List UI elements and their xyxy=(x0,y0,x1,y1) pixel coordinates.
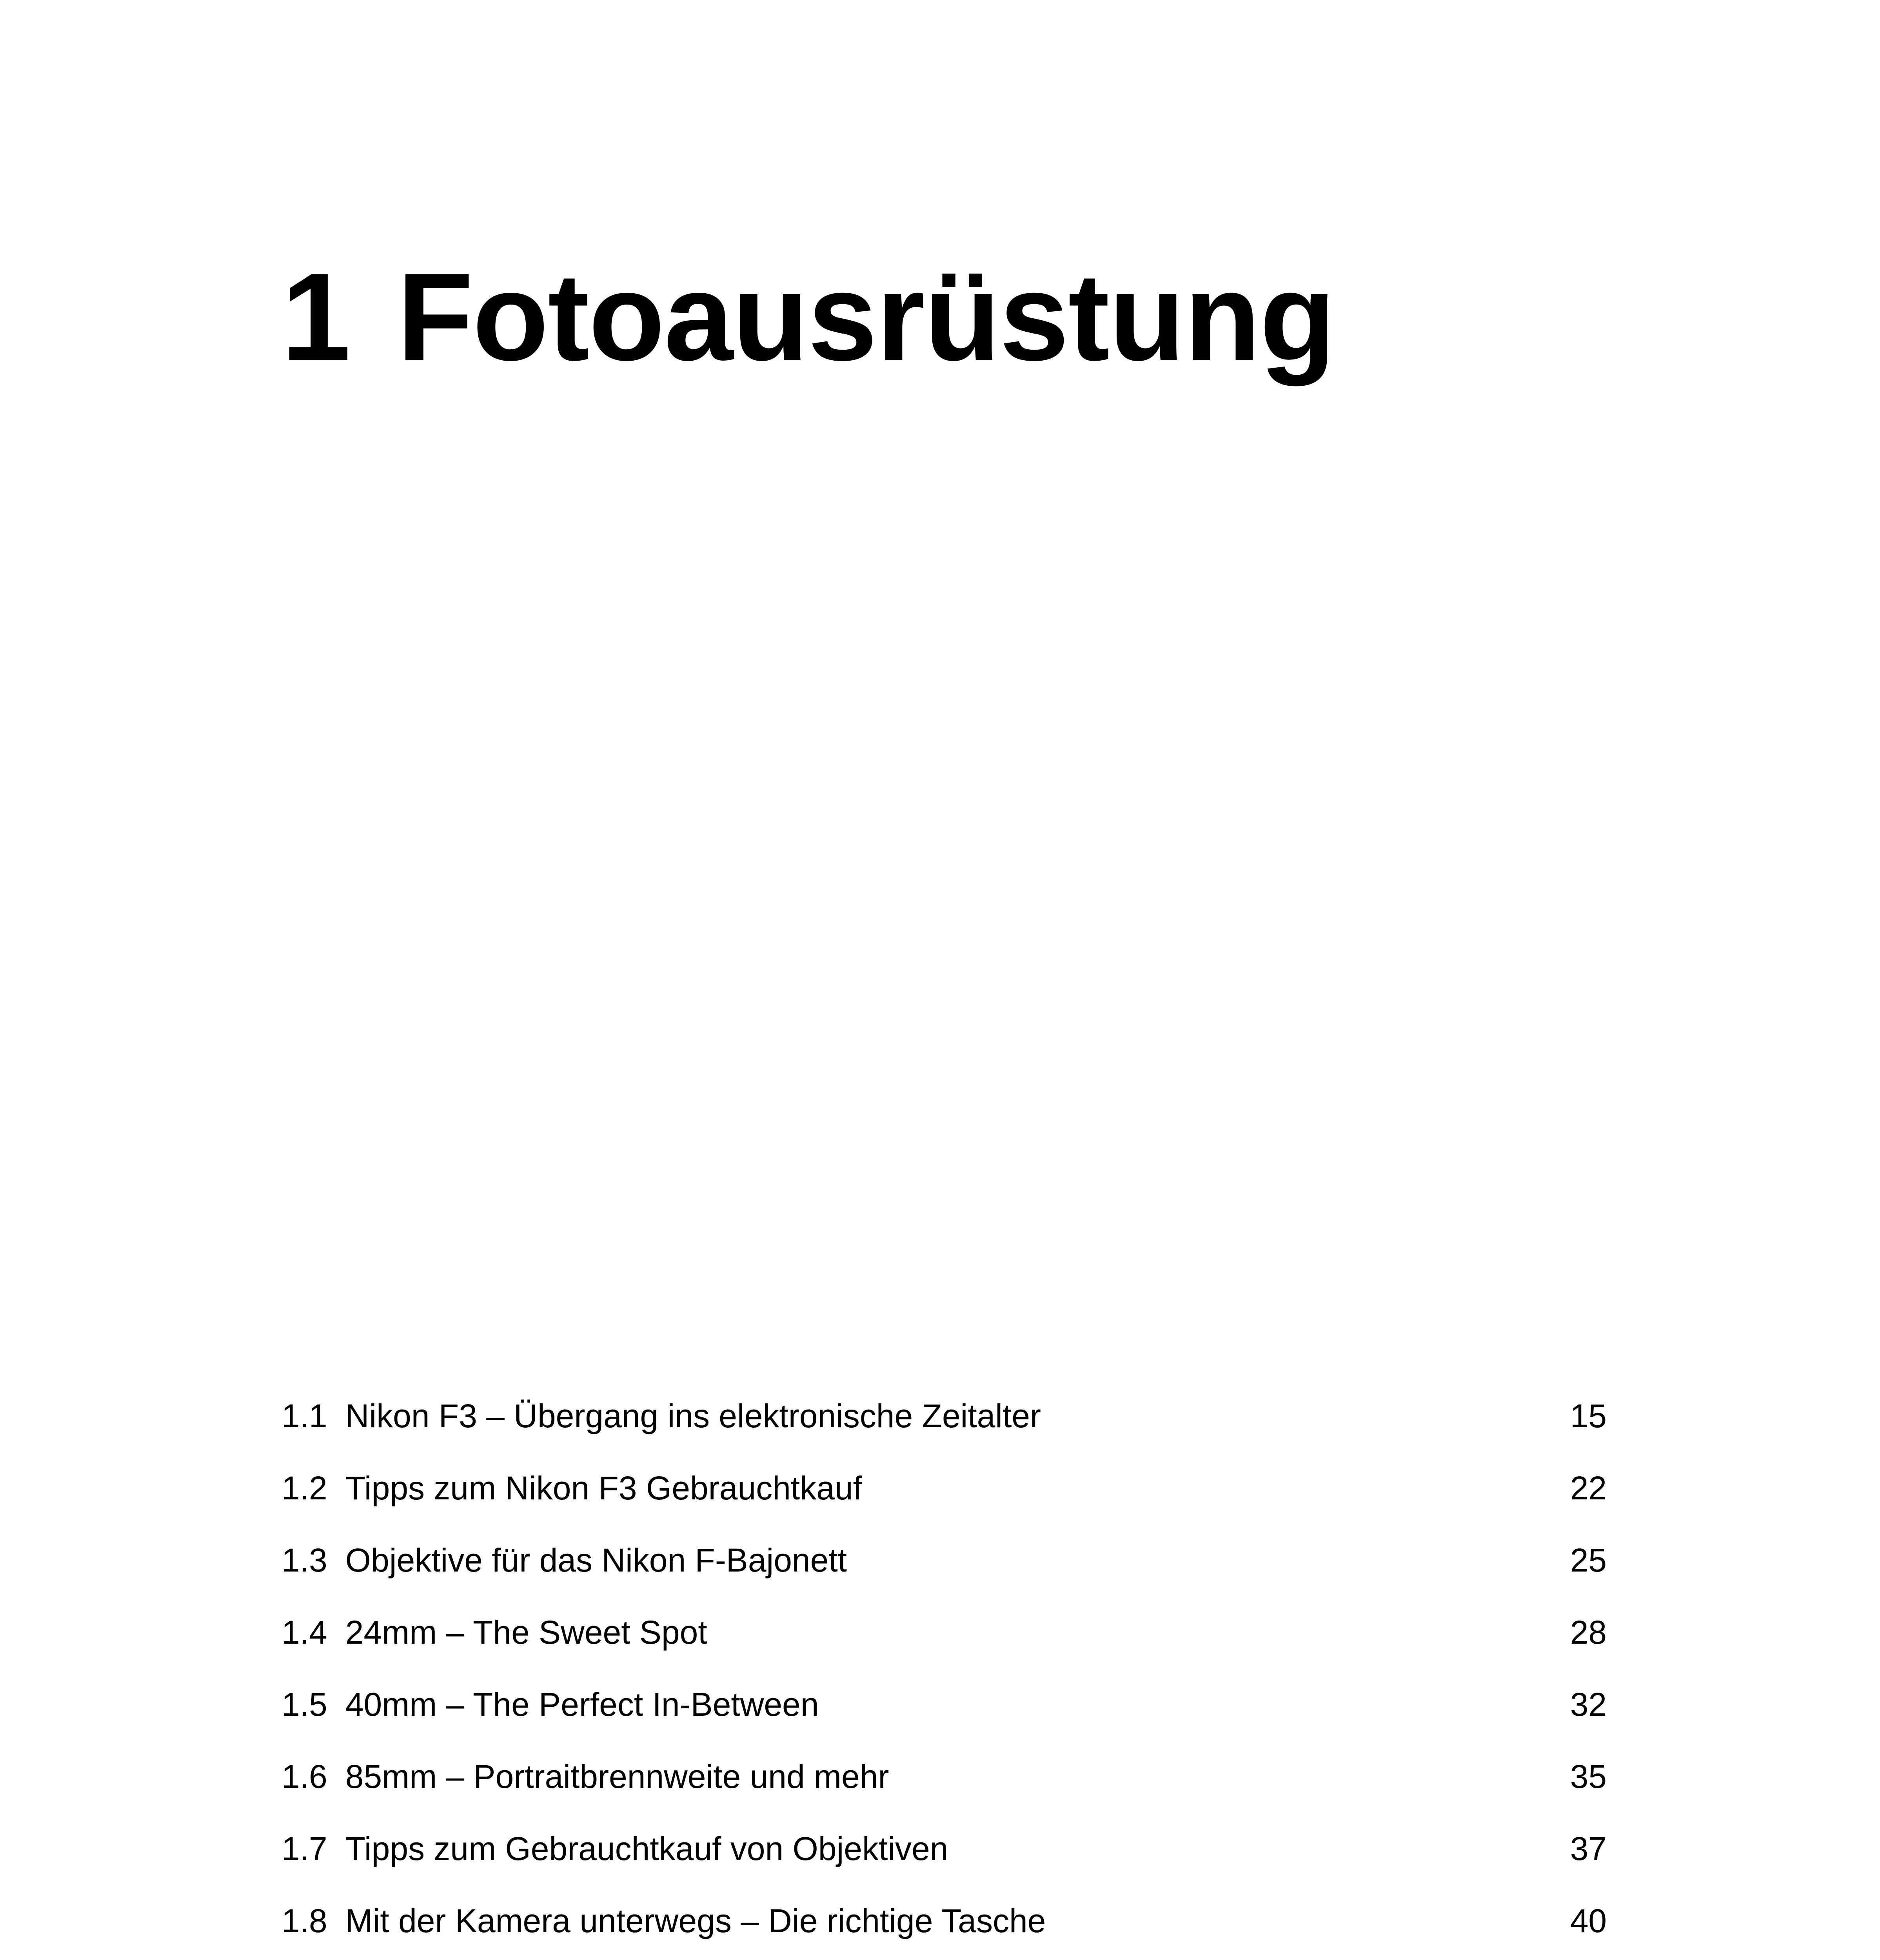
toc-entry-label xyxy=(282,1541,847,1579)
toc-entry-title: 24mm – The Sweet Spot xyxy=(345,1613,707,1651)
toc-entry-number: 1.3 xyxy=(282,1541,327,1579)
toc-entry-1-6[interactable] xyxy=(282,1740,1607,1813)
toc-entry-1-4[interactable] xyxy=(282,1596,1607,1668)
toc-entry-title: 85mm – Portraitbrennweite und mehr xyxy=(345,1758,889,1795)
toc-entry-page: 25 xyxy=(1570,1541,1607,1579)
toc-entry-label xyxy=(282,1902,1046,1940)
toc-entry-1-5[interactable] xyxy=(282,1668,1607,1740)
toc-entry-number: 1.4 xyxy=(282,1613,327,1651)
toc-entry-1-1[interactable] xyxy=(282,1380,1607,1452)
toc-entry-page: 28 xyxy=(1570,1613,1607,1651)
toc-entry-label xyxy=(282,1758,889,1796)
toc-entry-label xyxy=(282,1469,862,1507)
toc-entry-page: 35 xyxy=(1570,1758,1607,1795)
toc-entry-page: 40 xyxy=(1570,1902,1607,1939)
toc-entry-1-7[interactable] xyxy=(282,1813,1607,1885)
toc-entry-label xyxy=(282,1686,819,1724)
chapter-title-text: Fotoausrüstung xyxy=(397,247,1335,387)
toc-entry-title: 40mm – The Perfect In-Between xyxy=(345,1686,819,1723)
toc-entry-number: 1.2 xyxy=(282,1469,327,1506)
chapter-title xyxy=(282,247,1335,387)
toc-entry-title: Objektive für das Nikon F-Bajonett xyxy=(345,1541,847,1579)
chapter-number: 1 xyxy=(282,247,350,387)
table-of-contents xyxy=(282,1380,1607,1960)
toc-entry-page: 37 xyxy=(1570,1830,1607,1867)
toc-entry-page: 15 xyxy=(1570,1397,1607,1434)
toc-entry-title: Tipps zum Nikon F3 Gebrauchtkauf xyxy=(345,1469,862,1506)
toc-entry-label xyxy=(282,1613,707,1651)
toc-entry-page: 22 xyxy=(1570,1469,1607,1506)
toc-entry-label xyxy=(282,1397,1041,1435)
toc-entry-title: Mit der Kamera unterwegs – Die richtige Tasche xyxy=(345,1902,1046,1939)
toc-entry-number: 1.1 xyxy=(282,1397,327,1434)
toc-entry-1-8[interactable] xyxy=(282,1885,1607,1957)
toc-entry-1-2[interactable] xyxy=(282,1452,1607,1524)
toc-entry-number: 1.6 xyxy=(282,1758,327,1795)
toc-entry-1-9[interactable] xyxy=(282,1957,1607,1960)
toc-entry-number: 1.7 xyxy=(282,1830,327,1867)
toc-entry-label xyxy=(282,1830,948,1868)
toc-entry-1-3[interactable] xyxy=(282,1524,1607,1596)
toc-entry-number: 1.5 xyxy=(282,1686,327,1723)
toc-entry-page: 32 xyxy=(1570,1686,1607,1723)
toc-entry-title: Tipps zum Gebrauchtkauf von Objektiven xyxy=(345,1830,948,1867)
toc-entry-title: Nikon F3 – Übergang ins elektronische Zeitalter xyxy=(345,1397,1041,1434)
toc-entry-number: 1.8 xyxy=(282,1902,327,1939)
